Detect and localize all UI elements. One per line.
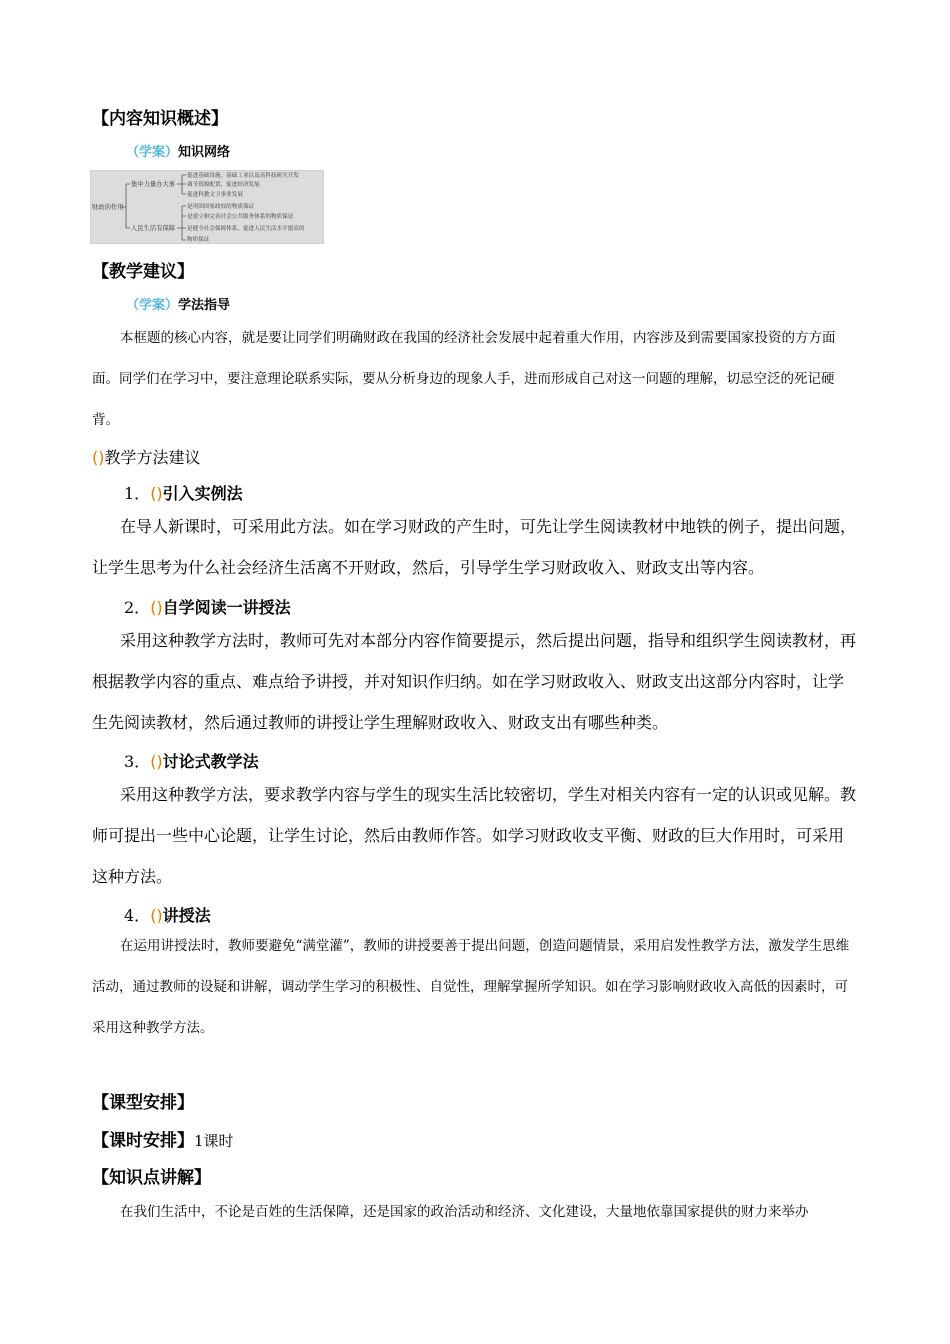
paren-marker: () (150, 752, 163, 771)
method-number: 4． (124, 906, 151, 925)
section-suggest-heading: 【教学建议】 (92, 262, 194, 282)
method-number: 3． (124, 752, 151, 771)
method-4-paragraph: 在运用讲授法时，教师要避免“满堂灌”，教师的讲授要善于提出问题，创造问题情景，采用启发性教学方法，激发学生思维活动，通过教师的设疑和讲解，调动学生学习的积极性、自觉性，理解掌握所学知识。如在学习影响财政收入高低的因素时，可采用这种教学方法。 (92, 938, 850, 1036)
teaching-method-heading (92, 445, 201, 468)
method-number: 1． (124, 484, 151, 503)
method-4-heading (124, 903, 211, 926)
subheading-tag: （学案） (126, 298, 179, 313)
mindmap-branch: 人民生活有保障 (131, 225, 176, 232)
mindmap-leaf: 物质保证 (187, 237, 210, 243)
method-2-paragraph: 采用这种教学方法时，教师可先对本部分内容作简要提示，然后提出问题，指导和组织学生阅读教材，再根据教学内容的重点、难点给予讲授，并对知识作归纳。如在学习财政收入、财政支出这部分内容时，让学生先阅读教材，然后通过教师的讲授让学生理解财政收入、财政支出有哪些种类。 (92, 631, 857, 732)
subheading-text: 知识网络 (178, 145, 231, 160)
method-3-paragraph: 采用这种教学方法，要求教学内容与学生的现实生活比较密切，学生对相关内容有一定的认识或见解。教师可提出一些中心论题，让学生讨论，然后由教师作答。如学习财政收支平衡、财政的巨大作用时，可采用这种方法。 (92, 785, 857, 886)
subheading-study-guide (126, 294, 230, 313)
method-2-heading (124, 595, 291, 618)
method-3-heading (124, 749, 259, 772)
method-1-heading (124, 481, 243, 504)
method-title: 讲授法 (162, 906, 211, 925)
mindmap-branch: 集中力量办大事 (131, 181, 176, 188)
method-title: 自学阅读一讲授法 (162, 598, 291, 617)
section-period-heading: 【课时安排】 (92, 1131, 194, 1151)
period-value: 1课时 (194, 1132, 234, 1150)
mindmap-leaf: 是健全社会保障体系，促进人民生活水平提高的 (187, 226, 305, 232)
section-lesson-type-heading: 【课型安排】 (92, 1093, 194, 1113)
knowledge-network-diagram (90, 170, 324, 244)
section-explain-heading: 【知识点讲解】 (92, 1168, 211, 1188)
paren-marker: () (150, 598, 163, 617)
study-guide-paragraph: 本框题的核心内容，就是要让同学们明确财政在我国的经济社会发展中起着重大作用，内容涉及到需要国家投资的方方面面。同学们在学习中，要注意理论联系实际，要从分析身边的现象人手，进而形成自己对这一问题的理解，切忌空泛的死记硬背。 (92, 330, 836, 428)
subheading-tag: （学案） (126, 145, 179, 160)
section-overview-heading: 【内容知识概述】 (92, 109, 228, 129)
paren-marker: () (150, 484, 163, 503)
method-title: 引入实例法 (162, 484, 243, 503)
mindmap-leaf: 促进基础设施、基础工业以及高科技研究开发 (187, 173, 299, 179)
mindmap-leaf: 是建立和完善社会公共服务体系的物质保证 (187, 214, 294, 220)
mindmap-root: 财政的作用 (92, 204, 124, 211)
method-title: 讨论式教学法 (162, 752, 259, 771)
paren-marker: () (150, 906, 163, 925)
teaching-method-heading-text: 教学方法建议 (104, 448, 201, 467)
subheading-text: 学法指导 (178, 298, 231, 313)
subheading-knowledge-network (126, 141, 230, 160)
mindmap-leaf: 是巩固国家政权的物质保证 (187, 204, 255, 210)
paren-marker: () (92, 448, 105, 467)
method-number: 2． (124, 598, 151, 617)
mindmap-leaf: 促进科教文卫事业发展 (187, 192, 243, 198)
method-1-paragraph: 在导人新课时，可采用此方法。如在学习财政的产生时，可先让学生阅读教材中地铁的例子，提出问题，让学生思考为什么社会经济生活离不开财政，然后，引导学生学习财政收入、财政支出等内容。 (92, 517, 857, 577)
mindmap-leaf: 调节资源配置，促进经济发展 (187, 182, 260, 188)
explain-paragraph: 在我们生活中，不论是百姓的生活保障，还是国家的政治活动和经济、文化建设，大量地依靠国家提供的财力来举办 (120, 1204, 809, 1220)
period-line (92, 1126, 234, 1151)
